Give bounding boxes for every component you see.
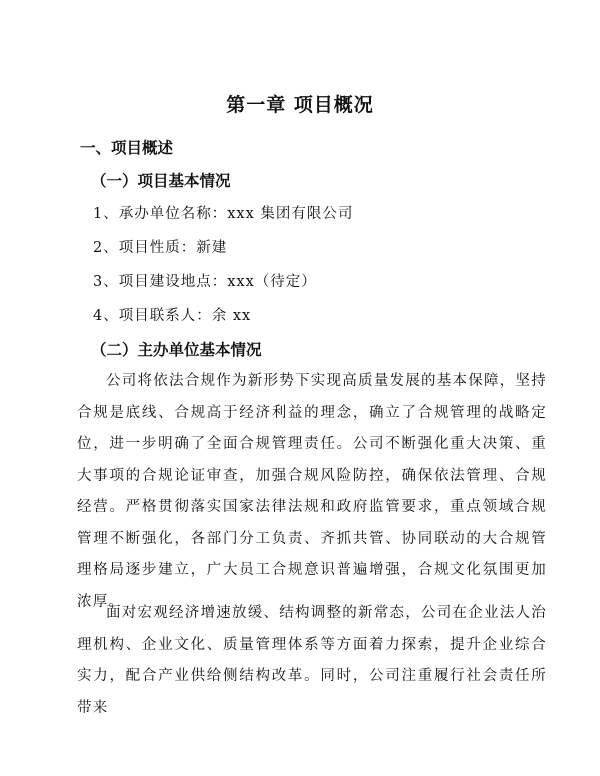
info-item-organizer: 1、承办单位名称：xxx 集团有限公司 [93, 206, 354, 222]
subsection-heading-basic-info: （一）项目基本情况 [91, 172, 231, 190]
info-item-location: 3、项目建设地点：xxx（待定） [93, 274, 317, 290]
body-paragraph-2: 面对宏观经济增速放缓、结构调整的新常态，公司在企业法人治理机构、企业文化、质量管理体系等方面着力探索，提升企业综合实力，配合产业供给侧结构改革。同时，公司注重履行社会责任所带来 [77, 605, 547, 716]
info-item-contact: 4、项目联系人：余 xx [93, 308, 252, 324]
subsection-heading-host-unit: （二）主办单位基本情况 [91, 341, 262, 359]
info-item-project-nature: 2、项目性质：新建 [93, 240, 228, 256]
chapter-title: 第一章 项目概况 [226, 94, 374, 116]
section-heading: 一、项目概述 [80, 139, 174, 157]
body-paragraph-1: 公司将依法合规作为新形势下实现高质量发展的基本保障，坚持合规是底线、合规高于经济利益的理念，确立了合规管理的战略定位，进一步明确了全面合规管理责任。公司不断强化重大决策、重大事项的合规论证审查，加强合规风险防控，确保依法管理、合规经营。严格贯彻落实国家法律法规和政府监管要求，重点领域合规管理不断强化，各部门分工负责、齐抓共管、协同联动的大合规管理格局逐步建立，广大员工合规意识普遍增强，合规文化氛围更加浓厚。 [77, 373, 547, 610]
